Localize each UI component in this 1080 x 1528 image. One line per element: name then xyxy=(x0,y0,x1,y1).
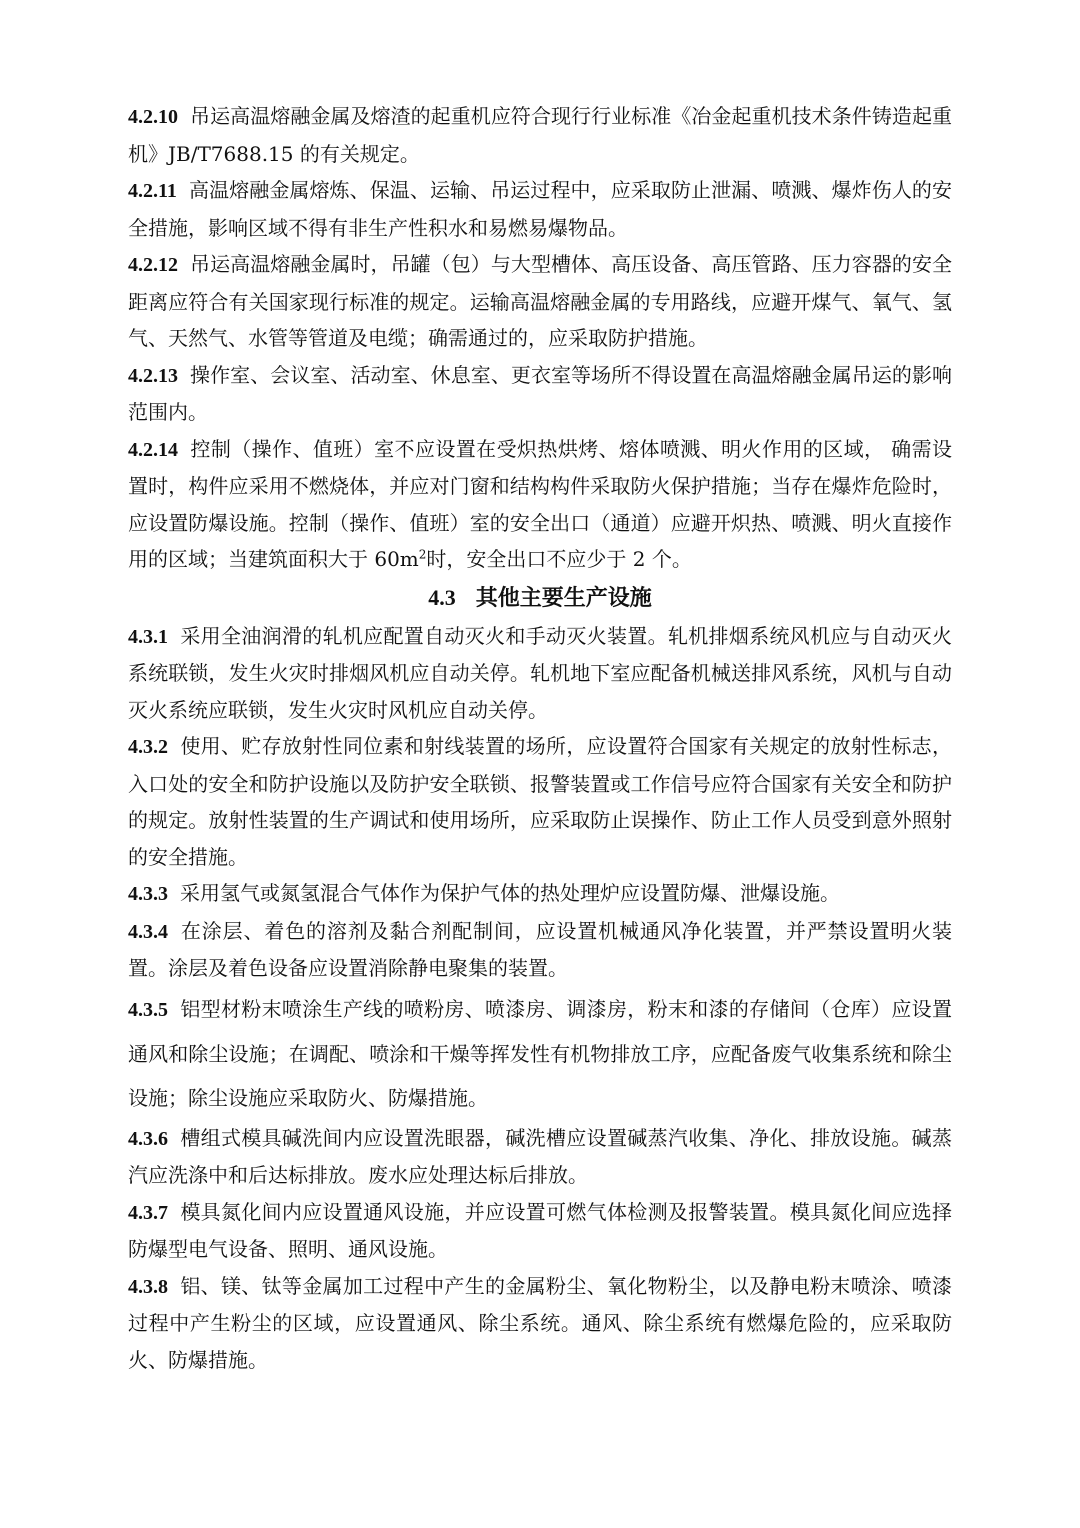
clause-text: 采用全油润滑的轧机应配置自动灭火和手动灭火装置。轧机排烟系统风机应与自动灭火系统联锁，发生火灾时排烟风机应自动关停。轧机地下室应配备机械送排风系统，风机与自动灭火系统应联锁，发生火灾时风机应自动关停。 xyxy=(128,623,952,722)
clause-number: 4.2.12 xyxy=(128,254,178,276)
clause-text: 模具氮化间内应设置通风设施，并应设置可燃气体检测及报警装置。模具氮化间应选择防爆型电气设备、照明、通风设施。 xyxy=(128,1199,952,1261)
clause-number: 4.3.7 xyxy=(128,1201,168,1224)
clause-text: 高温熔融金属熔炼、保温、运输、吊运过程中，应采取防止泄漏、喷溅、爆炸伤人的安全措施，影响区域不得有非生产性积水和易燃易爆物品。 xyxy=(128,178,952,240)
clause-4-3-2 xyxy=(128,728,952,875)
clause-4-2-12 xyxy=(128,246,952,357)
clause-text: 在涂层、着色的溶剂及黏合剂配制间，应设置机械通风净化装置，并严禁设置明火装置。涂层及着色设备应设置消除静电聚集的装置。 xyxy=(128,918,952,980)
clause-text: 铝、镁、钛等金属加工过程中产生的金属粉尘、氧化物粉尘，以及静电粉末喷涂、喷漆过程中产生粉尘的区域，应设置通风、除尘系统。通风、除尘系统有燃爆危险的，应采取防火、防爆措施。 xyxy=(128,1273,952,1372)
clause-number: 4.3.4 xyxy=(128,920,168,943)
clause-4-2-13 xyxy=(128,357,952,431)
clause-number: 4.3.2 xyxy=(128,736,168,758)
clause-4-2-11 xyxy=(128,172,952,246)
clause-text: 使用、贮存放射性同位素和射线装置的场所，应设置符合国家有关规定的放射性标志，入口处的安全和防护设施以及防护安全联锁、报警装置或工作信号应符合国家有关安全和防护的规定。放射性装置的生产调试和使用场所，应采取防止误操作、防止工作人员受到意外照射的安全措施。 xyxy=(128,734,952,869)
clause-number: 4.3.8 xyxy=(128,1275,168,1298)
clause-4-3-5 xyxy=(128,987,952,1120)
clause-4-2-10 xyxy=(128,98,952,172)
document-page xyxy=(128,98,952,1378)
clause-4-3-6 xyxy=(128,1120,952,1194)
superscript: 2 xyxy=(418,547,427,562)
clause-number: 4.2.11 xyxy=(128,180,177,202)
clause-4-2-14 xyxy=(128,431,952,578)
section-heading-4-3 xyxy=(128,578,952,618)
clause-number: 4.2.14 xyxy=(128,438,178,461)
clause-text: 采用氢气或氮氢混合气体作为保护气体的热处理炉应设置防爆、泄爆设施。 xyxy=(180,881,840,905)
clause-number: 4.2.10 xyxy=(128,106,178,128)
clause-number: 4.2.13 xyxy=(128,364,178,387)
clause-number: 4.3.1 xyxy=(128,625,168,648)
clause-4-3-1 xyxy=(128,618,952,729)
clause-text: 铝型材粉末喷涂生产线的喷粉房、喷漆房、调漆房，粉末和漆的存储间（仓库）应设置通风和除尘设施；在调配、喷涂和干燥等挥发性有机物排放工序，应配备废气收集系统和除尘设施；除尘设施应采取防火、防爆措施。 xyxy=(128,996,952,1110)
clause-text-tail: 时，安全出口不应少于 2 个。 xyxy=(426,547,692,571)
clause-text: 控制（操作、值班）室不应设置在受炽热烘烤、熔体喷溅、明火作用的区域， 确需设置时，构件应采用不燃烧体，并应对门窗和结构构件采取防火保护措施；当存在爆炸危险时，应设置防爆设施。控制（操作、值班）室的安全出口（通道）应避开炽热、喷溅、明火直接作用的区域；当建筑面积大于 60m xyxy=(128,436,952,571)
clause-text: 吊运高温熔融金属及熔渣的起重机应符合现行行业标准《冶金起重机技术条件铸造起重机》JB/T7688.15 的有关规定。 xyxy=(128,104,952,166)
section-number: 4.3 xyxy=(428,584,456,610)
clause-number: 4.3.6 xyxy=(128,1127,168,1150)
clause-number: 4.3.5 xyxy=(128,998,168,1021)
clause-text: 操作室、会议室、活动室、休息室、更衣室等场所不得设置在高温熔融金属吊运的影响范围内。 xyxy=(128,362,952,424)
section-title: 其他主要生产设施 xyxy=(475,584,652,611)
clause-4-3-4 xyxy=(128,913,952,987)
clause-text: 槽组式模具碱洗间内应设置洗眼器，碱洗槽应设置碱蒸汽收集、净化、排放设施。碱蒸汽应洗涤中和后达标排放。废水应处理达标后排放。 xyxy=(128,1125,952,1187)
clause-4-3-8 xyxy=(128,1268,952,1379)
clause-4-3-3 xyxy=(128,875,952,913)
clause-text: 吊运高温熔融金属时，吊罐（包）与大型槽体、高压设备、高压管路、压力容器的安全距离应符合有关国家现行标准的规定。运输高温熔融金属的专用路线，应避开煤气、氧气、氢气、天然气、水管等管道及电缆；确需通过的，应采取防护措施。 xyxy=(128,252,952,350)
clause-4-3-7 xyxy=(128,1194,952,1268)
clause-number: 4.3.3 xyxy=(128,883,168,905)
